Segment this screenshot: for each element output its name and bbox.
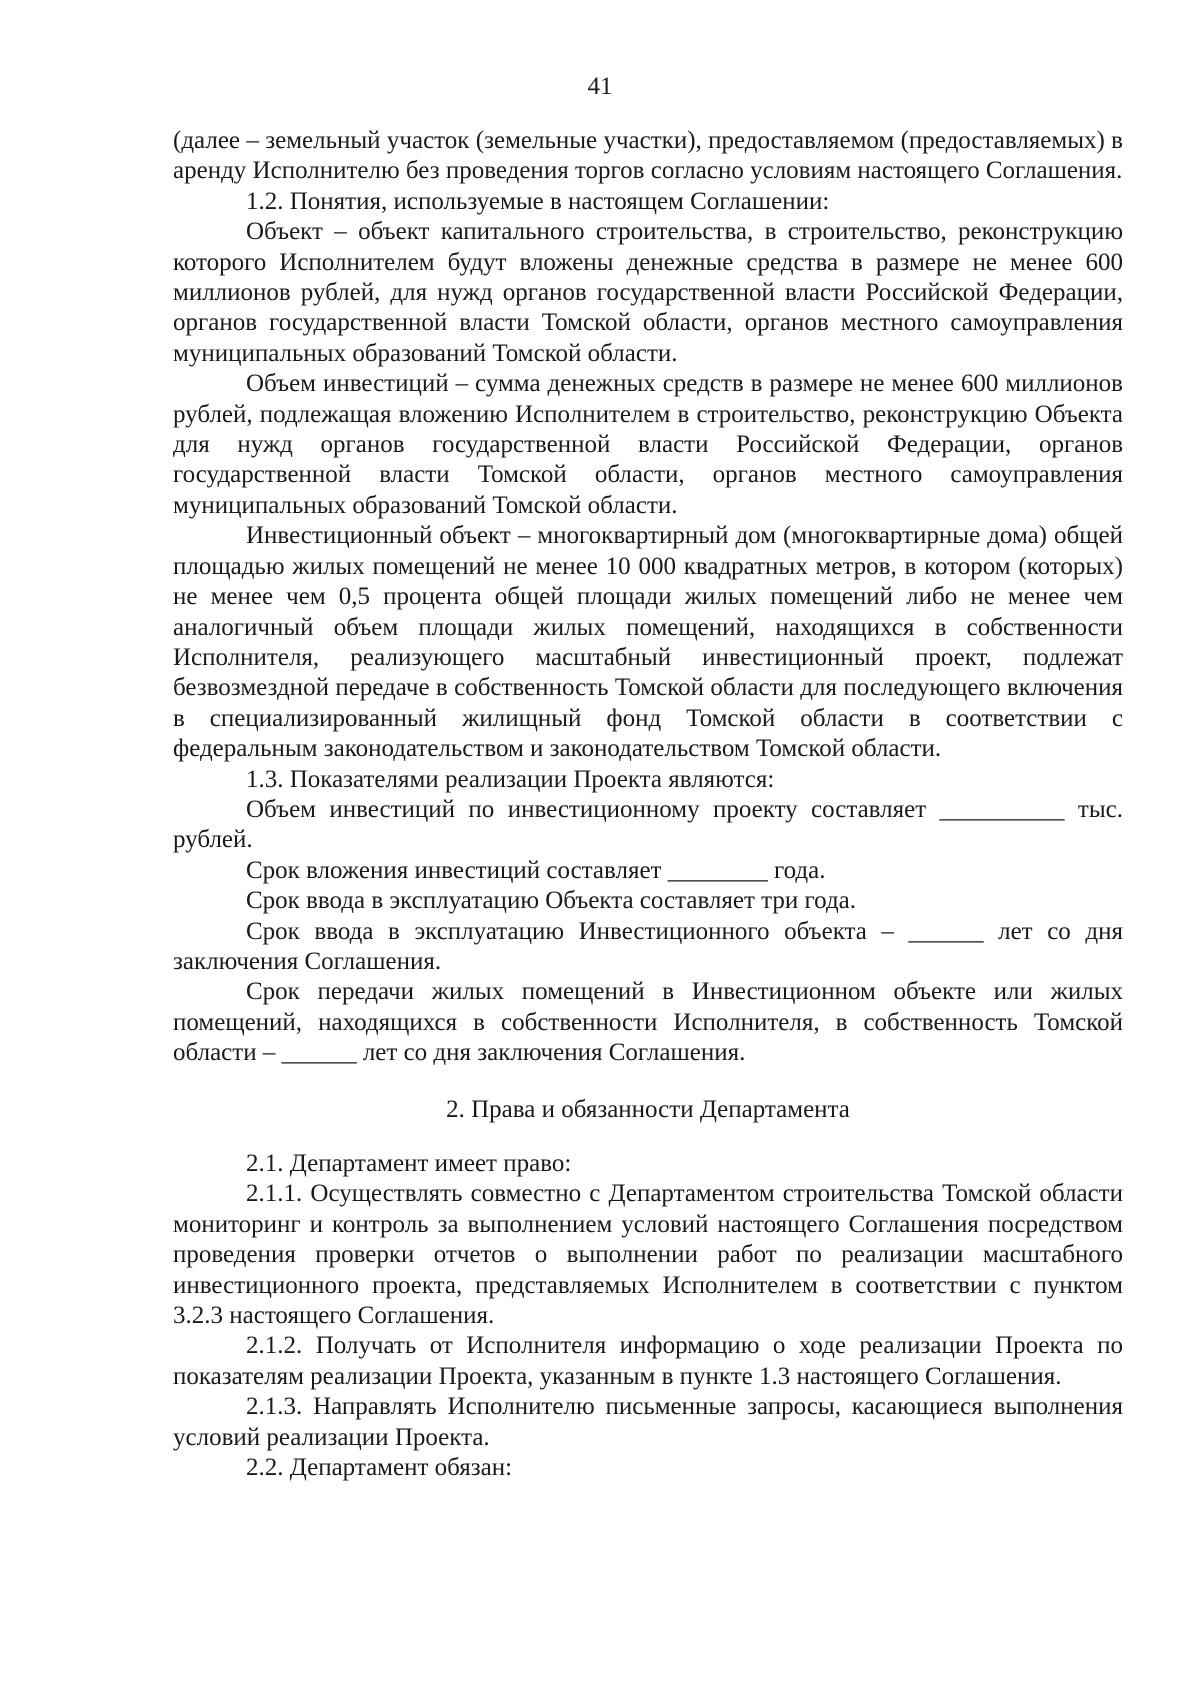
paragraph-section-2-2: 2.2. Департамент обязан:: [246, 1454, 513, 1482]
paragraph-object-commissioning-term: Срок ввода в эксплуатацию Объекта составляет три года.: [246, 887, 857, 915]
paragraph-definition-investment-object: Инвестиционный объект – многоквартирный дом (многоквартирные дома) общей площадью жилых помещений не менее 10 000 квадратных метров, в котором (которых) не менее чем 0,5 процента общей площади жилых помещений либо не менее чем аналогичный объем площади жилых помещений, находящихся в собственности Исполнителя, реализующего масштабный инвестиционный проект, подлежат безвозмездной передаче в собственность Томской области для последующего включения в специализированный жилищный фонд Томской области в соответствии с федеральным законодательством и законодательством Томской области.: [173, 522, 1123, 763]
section-heading-2: 2. Права и обязанности Департамента: [446, 1095, 850, 1123]
paragraph-section-2-1-1: 2.1.1. Осуществлять совместно с Департаментом строительства Томской области мониторинг и контроль за выполнением условий настоящего Соглашения посредством проведения проверки отчетов о выполнении работ по реализации масштабного инвестиционного проекта, представляемых Исполнителем в соответствии с пунктом 3.2.3 настоящего Соглашения.: [173, 1180, 1123, 1330]
paragraph-investment-term: Срок вложения инвестиций составляет ________ года.: [246, 856, 826, 884]
paragraph-housing-transfer-term: Срок передачи жилых помещений в Инвестиционном объекте или жилых помещений, находящихся в собственности Исполнителя, в собственность Томской области – ______ лет со дня заключения Соглашения.: [173, 978, 1123, 1067]
paragraph-section-1-3: 1.3. Показателями реализации Проекта являются:: [246, 765, 775, 793]
paragraph-section-2-1-2: 2.1.2. Получать от Исполнителя информацию о ходе реализации Проекта по показателям реализации Проекта, указанным в пункте 1.3 настоящего Соглашения.: [173, 1332, 1123, 1390]
document-body: [173, 126, 1123, 1483]
paragraph-section-2-1: 2.1. Департамент имеет право:: [246, 1150, 572, 1177]
page-number: 41: [587, 73, 613, 100]
paragraph-section-2-1-3: 2.1.3. Направлять Исполнителю письменные запросы, касающиеся выполнения условий реализации Проекта.: [173, 1393, 1123, 1451]
paragraph-investment-object-commissioning-term: Срок ввода в эксплуатацию Инвестиционного объекта – ______ лет со дня заключения Соглашения.: [173, 917, 1123, 975]
paragraph-definition-object: Объект – объект капитального строительства, в строительство, реконструкцию которого Исполнителем будут вложены денежные средства в размере не менее 600 миллионов рублей, для нужд органов государственной власти Российской Федерации, органов государственной власти Томской области, органов местного самоуправления муниципальных образований Томской области.: [173, 218, 1123, 367]
paragraph-investment-volume-value: Объем инвестиций по инвестиционному проекту составляет __________ тыс. рублей.: [173, 795, 1123, 854]
paragraph-land-plot-continuation: (далее – земельный участок (земельные участки), предоставляемом (предоставляемых) в аренду Исполнителю без проведения торгов согласно условиям настоящего Соглашения.: [173, 127, 1123, 185]
paragraph-definition-investment-volume: Объем инвестиций – сумма денежных средств в размере не менее 600 миллионов рублей, подлежащая вложению Исполнителем в строительство, реконструкцию Объекта для нужд органов государственной власти Российской Федерации, органов государственной власти Томской области, органов местного самоуправления муниципальных образований Томской области.: [173, 370, 1123, 519]
paragraph-section-1-2: 1.2. Понятия, используемые в настоящем Соглашении:: [246, 187, 830, 215]
